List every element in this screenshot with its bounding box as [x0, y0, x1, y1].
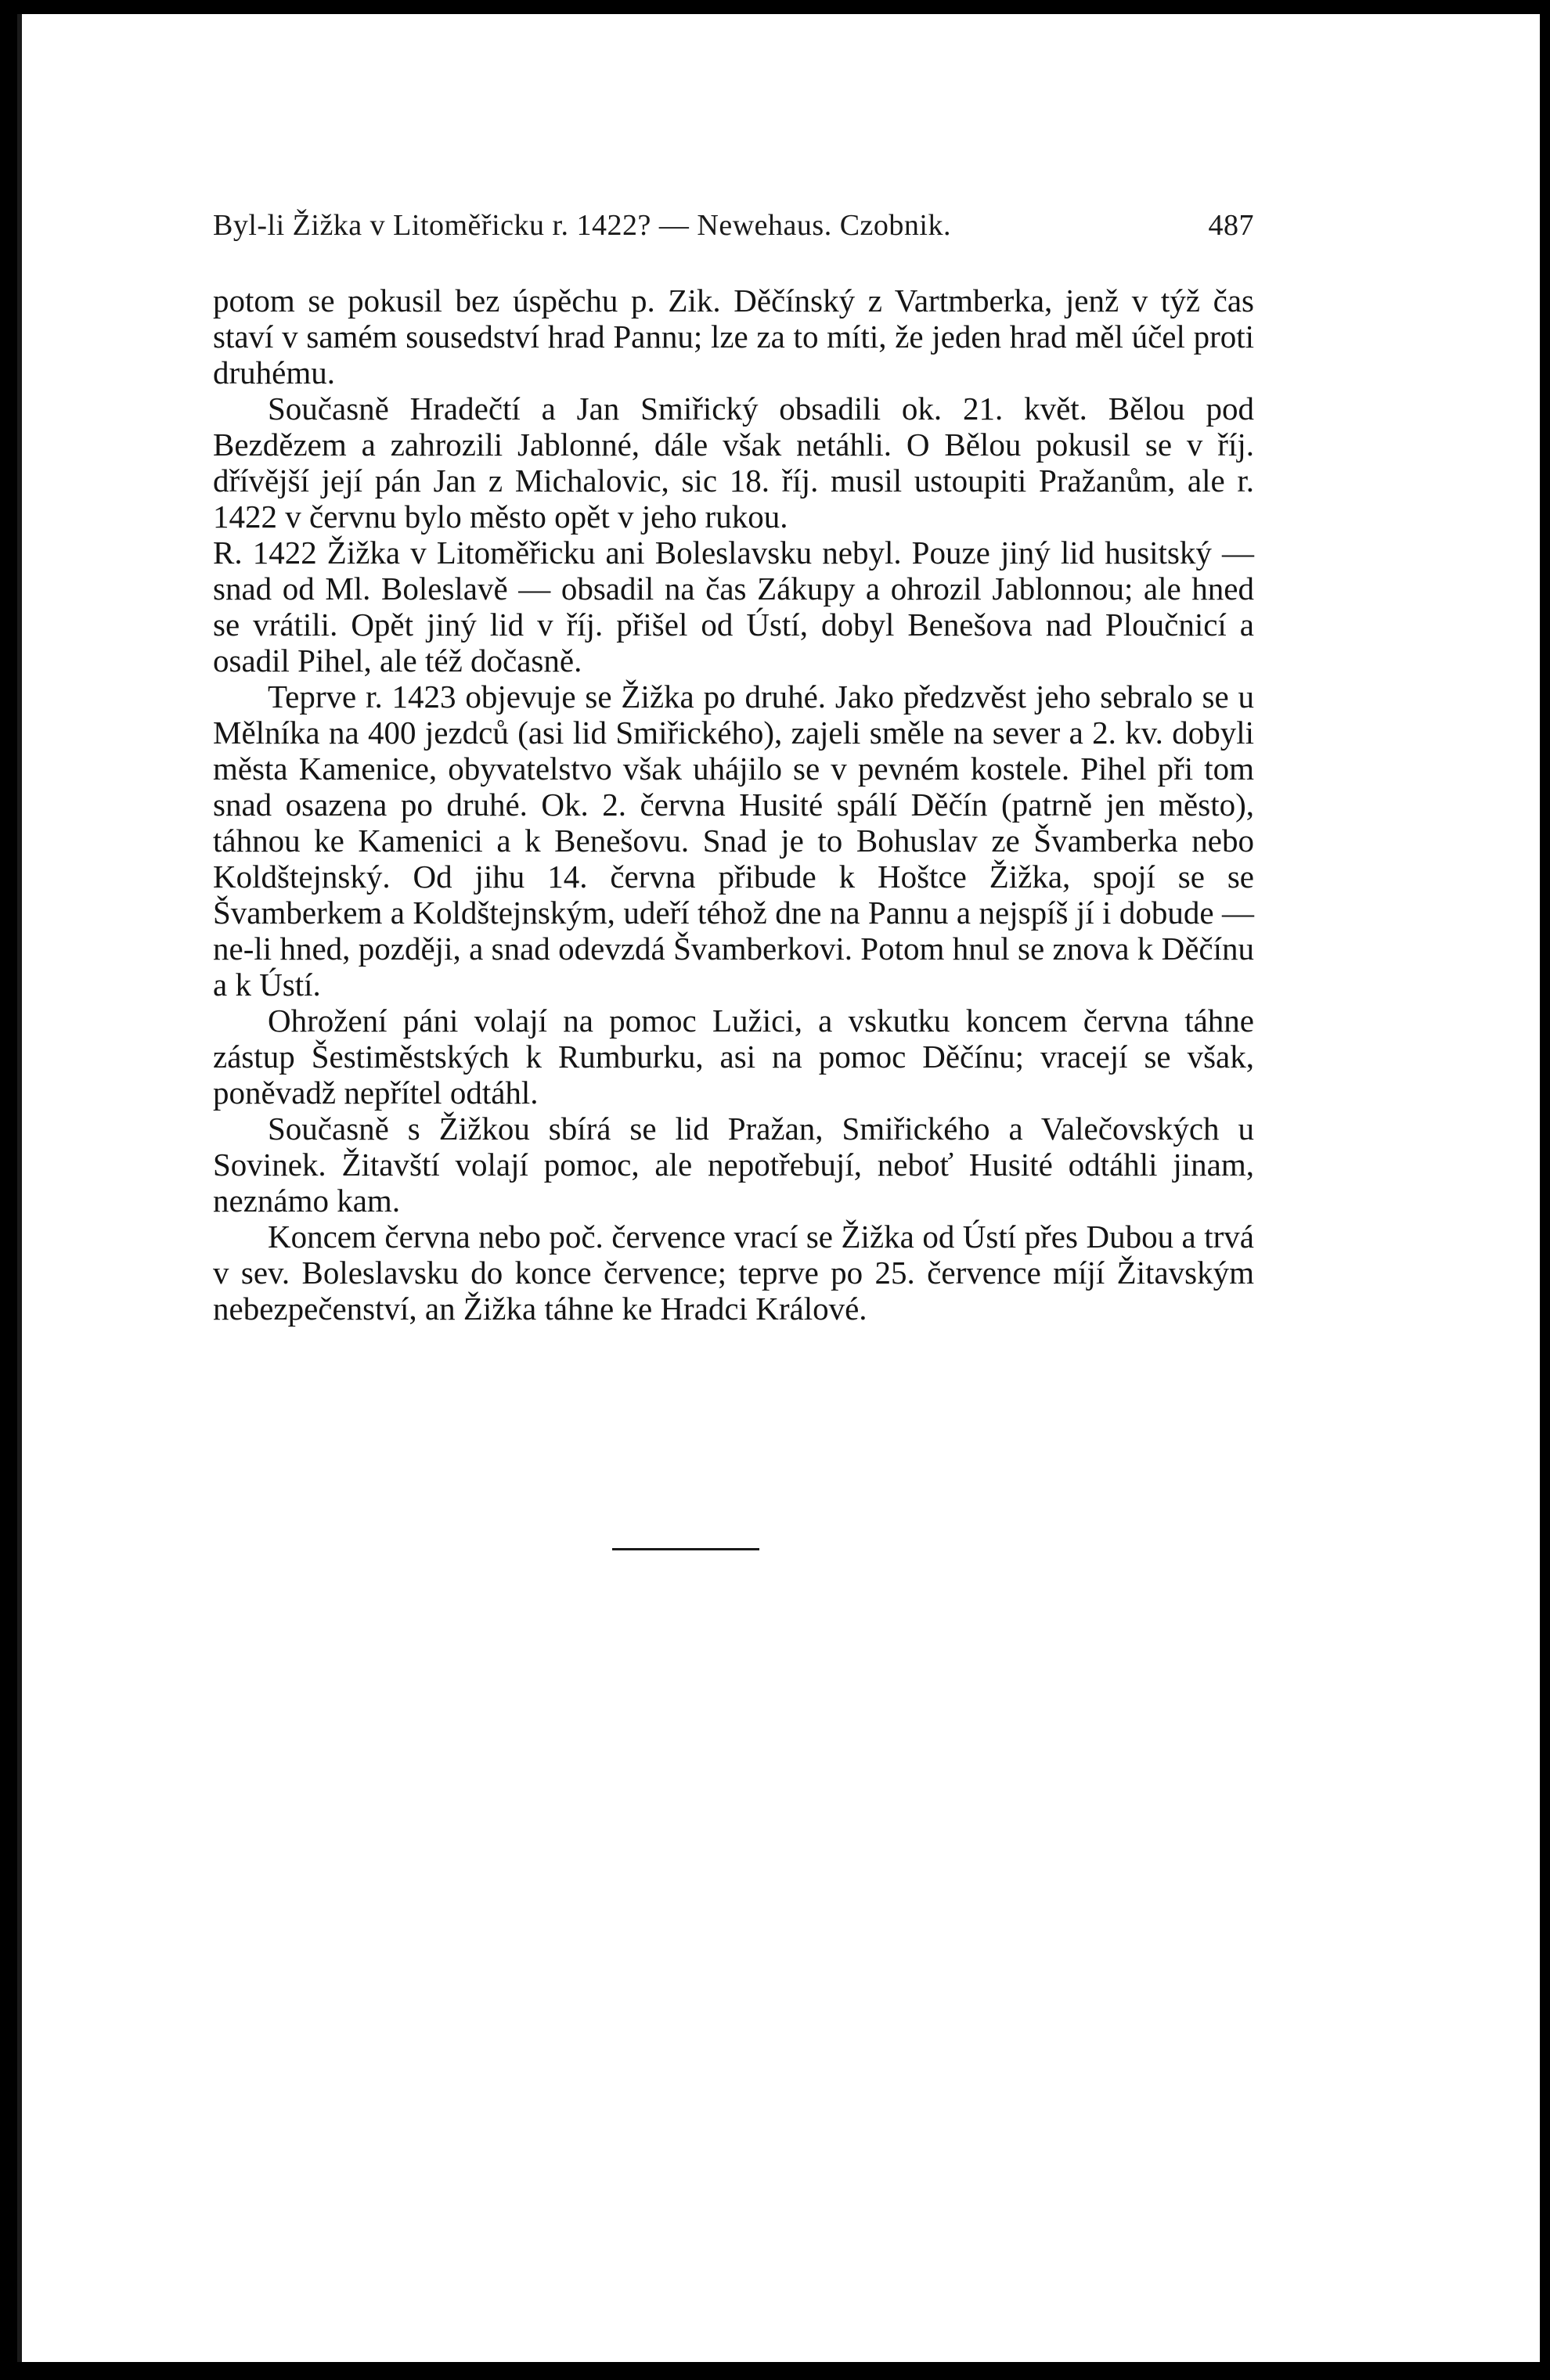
paragraph-4: Teprve r. 1423 objevuje se Žižka po druhé. Jako předzvěst jeho sebralo se u Mělníka na 400 jezdců (asi lid Smiřického), zajeli směle na sever a 2. kv. dobyli města Kamenice, obyvatelstvo však uhájilo se v pevném kostele. Pihel při tom snad osazena po druhé. Ok. 2. června Husité spálí Děčín (patrně jen město), táhnou ke Kamenici a k Benešovu. Snad je to Bohuslav ze Švamberka nebo Koldštejnský. Od jihu 14. června přibude k Hoštce Žižka, spojí se se Švamberkem a Koldštejnským, udeří téhož dne na Pannu a nejspíš jí i dobude — ne-li hned, později, a snad odevzdá Švamberkovi. Potom hnul se znova k Děčínu a k Ústí. — [213, 679, 1254, 1003]
running-title: Byl-li Žižka v Litoměřicku r. 1422? — Newehaus. Czobnik. — [213, 209, 951, 242]
running-header — [213, 208, 1254, 243]
section-rule — [612, 1548, 759, 1550]
paragraph-7: Koncem června nebo poč. července vrací se Žižka od Ústí přes Dubou a trvá v sev. Boleslavsku do konce července; teprve po 25. července míjí Žitavským nebezpečenství, an Žižka táhne ke Hradci Králové. — [213, 1219, 1254, 1327]
body-text — [213, 283, 1254, 1327]
paragraph-5: Ohrožení páni volají na pomoc Lužici, a vskutku koncem června táhne zástup Šestiměstských k Rumburku, asi na pomoc Děčínu; vracejí se však, poněvadž nepřítel odtáhl. — [213, 1003, 1254, 1111]
paragraph-2: Současně Hradečtí a Jan Smiřický obsadili ok. 21. květ. Bělou pod Bezdězem a zahrozili Jablonné, dále však netáhli. O Bělou pokusil se v říj. dřívější její pán Jan z Michalovic, sic 18. říj. musil ustoupiti Pražanům, ale r. 1422 v červnu bylo město opět v jeho rukou. — [213, 391, 1254, 535]
paragraph-1: potom se pokusil bez úspěchu p. Zik. Děčínský z Vartmberka, jenž v týž čas staví v samém sousedství hrad Pannu; lze za to míti, že jeden hrad měl účel proti druhému. — [213, 283, 1254, 391]
paragraph-3: R. 1422 Žižka v Litoměřicku ani Boleslavsku nebyl. Pouze jiný lid husitský — snad od Ml. Boleslavě — obsadil na čas Zákupy a ohrozil Jablonnou; ale hned se vrátili. Opět jiný lid v říj. přišel od Ústí, dobyl Benešova nad Ploučnicí a osadil Pihel, ale též dočasně. — [213, 535, 1254, 679]
scan-edge — [17, 14, 22, 2362]
paragraph-6: Současně s Žižkou sbírá se lid Pražan, Smiřického a Valečovských u Sovinek. Žitavští volají pomoc, ale nepotřebují, neboť Husité odtáhli jinam, neznámo kam. — [213, 1111, 1254, 1219]
book-page — [17, 14, 1540, 2362]
page-number: 487 — [1208, 209, 1254, 242]
